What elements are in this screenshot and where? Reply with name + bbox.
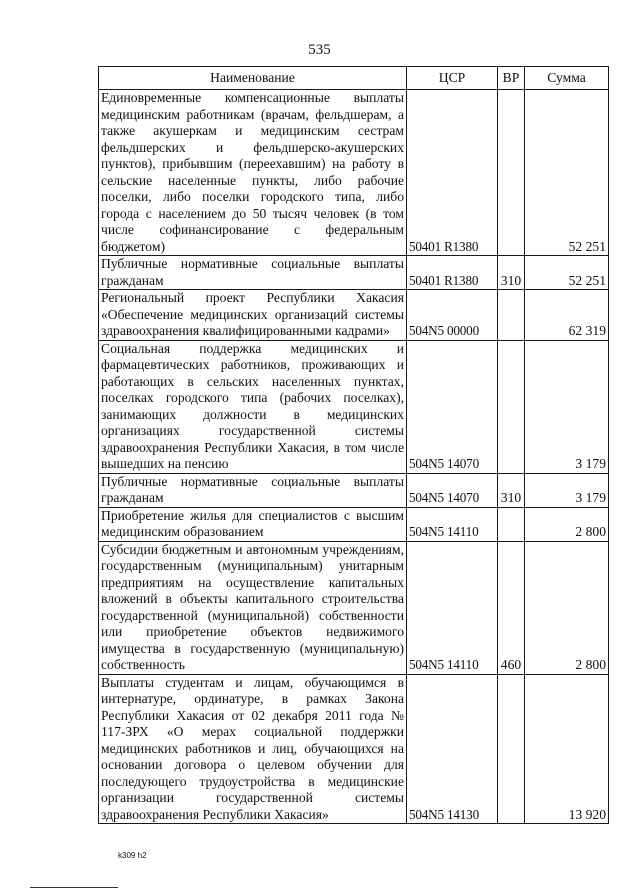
row-name: Публичные нормативные социальные выплаты гражданам: [99, 256, 407, 290]
row-name: Приобретение жилья для специалистов с высшим медицинским образованием: [99, 507, 407, 541]
row-sum: 3 179: [525, 473, 609, 507]
row-vr: [498, 674, 525, 824]
row-csr: 50401 R1380: [407, 90, 498, 256]
table-row: [99, 290, 609, 341]
budget-table: [98, 66, 609, 824]
row-vr: 310: [498, 256, 525, 290]
row-name: Единовременные компенсационные выплаты медицинским работникам (врачам, фельдшерам, а также акушеркам и медицинским сестрам фельдшерских и фельдшерско-акушерских пунктов), прибывшим (переехавшим) на работу в сельские населенные пункты, либо рабочие поселки, либо поселки городского типа, либо города с населением до 50 тысяч человек (в том числе софинансирование с федеральным бюджетом): [99, 90, 407, 256]
row-vr: 310: [498, 473, 525, 507]
row-csr: 504N5 14070: [407, 473, 498, 507]
row-sum: 62 319: [525, 290, 609, 341]
row-csr: 504N5 14130: [407, 674, 498, 824]
row-csr: 504N5 00000: [407, 290, 498, 341]
row-vr: 460: [498, 541, 525, 674]
table-row: [99, 90, 609, 256]
page-number: 535: [308, 42, 331, 58]
footer-code: k309 h2: [118, 851, 147, 860]
row-vr: [498, 90, 525, 256]
row-sum: 52 251: [525, 90, 609, 256]
row-csr: 504N5 14070: [407, 340, 498, 473]
row-name: Региональный проект Республики Хакасия «Обеспечение медицинских организаций системы здравоохранения квалифицированными кадрами»: [99, 290, 407, 341]
row-csr: 50401 R1380: [407, 256, 498, 290]
row-sum: 3 179: [525, 340, 609, 473]
table-row: [99, 256, 609, 290]
table-row: [99, 507, 609, 541]
row-vr: [498, 507, 525, 541]
row-csr: 504N5 14110: [407, 507, 498, 541]
row-name: Публичные нормативные социальные выплаты гражданам: [99, 473, 407, 507]
table-row: [99, 340, 609, 473]
table-row: [99, 541, 609, 674]
table-header-row: [99, 67, 609, 90]
row-name: Социальная поддержка медицинских и фармацевтических работников, проживающих и работающих в сельских населенных пунктах, поселках городского типа (рабочих поселках), занимающих должности в медицинских организациях государственной системы здравоохранения Республики Хакасия, в том числе вышедших на пенсию: [99, 340, 407, 473]
header-name: Наименование: [99, 67, 407, 90]
table-row: [99, 473, 609, 507]
header-sum: Сумма: [525, 67, 609, 90]
row-name: Субсидии бюджетным и автономным учреждениям, государственным (муниципальным) унитарным предприятиям на осуществление капитальных вложений в объекты капитального строительства государственной (муниципальной) собственности или приобретение объектов недвижимого имущества в государственную (муниципальную) собственность: [99, 541, 407, 674]
row-vr: [498, 290, 525, 341]
table-row: [99, 674, 609, 824]
row-sum: 52 251: [525, 256, 609, 290]
footer-divider: [30, 887, 118, 888]
row-vr: [498, 340, 525, 473]
row-sum: 2 800: [525, 507, 609, 541]
row-name: Выплаты студентам и лицам, обучающимся в интернатуре, ординатуре, в рамках Закона Республики Хакасия от 02 декабря 2011 года № 117-ЗРХ «О мерах социальной поддержки медицинских работников и лиц, обучающихся на основании договора о целевом обучении для последующего трудоустройства в медицинские организации государственной системы здравоохранения Республики Хакасия»: [99, 674, 407, 824]
header-vr: ВР: [498, 67, 525, 90]
header-csr: ЦСР: [407, 67, 498, 90]
row-csr: 504N5 14110: [407, 541, 498, 674]
row-sum: 13 920: [525, 674, 609, 824]
row-sum: 2 800: [525, 541, 609, 674]
